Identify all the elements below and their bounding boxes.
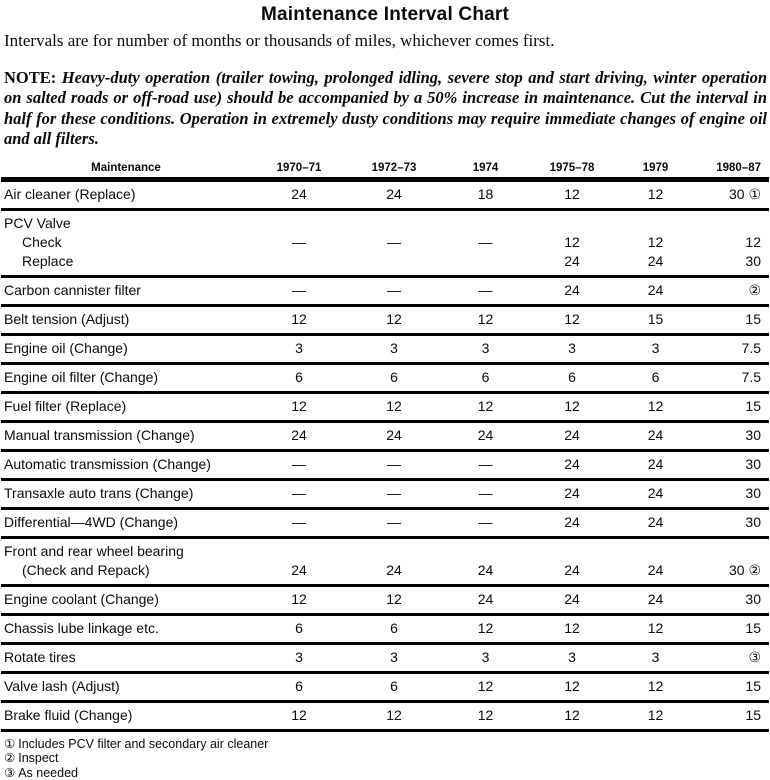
interval-cell: 6 bbox=[390, 619, 398, 636]
interval-cell: 30 bbox=[745, 455, 761, 472]
interval-cell bbox=[347, 252, 441, 271]
interval-cell: 30 ② bbox=[728, 561, 761, 578]
maintenance-row bbox=[1, 307, 769, 336]
row-label: Rotate tires bbox=[4, 648, 76, 665]
column-header-1975-78: 1975–78 bbox=[549, 161, 595, 174]
row-label: Air cleaner (Replace) bbox=[4, 185, 136, 202]
column-header-maintenance: Maintenance bbox=[91, 161, 161, 174]
interval-cell: 12 bbox=[477, 310, 494, 327]
maintenance-row bbox=[1, 703, 769, 732]
row-label: Transaxle auto trans (Change) bbox=[4, 484, 194, 501]
row-line bbox=[1, 339, 769, 358]
row-label: PCV Valve bbox=[4, 214, 71, 231]
interval-cell: 24 bbox=[386, 185, 402, 202]
interval-cell: — bbox=[387, 233, 401, 250]
interval-cell: 24 bbox=[647, 252, 664, 269]
interval-cell: 15 bbox=[745, 706, 761, 723]
interval-cell bbox=[441, 252, 530, 271]
note-text: Heavy-duty operation (trailer towing, prolonged idling, severe stop and start driving, winter operation on salted roads or off-road use) should be accompanied by a 50% increase in maintenance. Cut the interval in half for these conditions. Operation in extremely dusty conditions may require immediate changes of engine oil and all filters. bbox=[4, 68, 768, 149]
interval-cell: 6 bbox=[390, 677, 398, 694]
interval-cell: 24 bbox=[291, 185, 307, 202]
interval-cell: — bbox=[387, 484, 401, 501]
interval-cell: 7.5 bbox=[741, 368, 761, 385]
interval-cell: 3 bbox=[568, 339, 576, 356]
row-line bbox=[1, 214, 769, 233]
row-label: (Check and Repack) bbox=[22, 561, 150, 578]
interval-cell: 12 bbox=[647, 185, 664, 202]
interval-cell: — bbox=[478, 484, 493, 501]
interval-cell: 6 bbox=[295, 677, 303, 694]
row-label: Brake fluid (Change) bbox=[4, 706, 133, 723]
interval-cell: 12 bbox=[386, 397, 402, 414]
maintenance-row bbox=[1, 674, 769, 703]
row-line bbox=[1, 542, 769, 561]
row-label: Differential—4WD (Change) bbox=[4, 513, 179, 530]
row-label: Replace bbox=[22, 252, 74, 269]
interval-cell: 7.5 bbox=[741, 339, 761, 356]
interval-cell: — bbox=[478, 513, 493, 530]
interval-cell: 3 bbox=[568, 648, 576, 665]
row-label: Carbon cannister filter bbox=[4, 281, 141, 298]
maintenance-row bbox=[1, 452, 769, 481]
row-line bbox=[1, 590, 769, 609]
interval-cell: 12 bbox=[477, 619, 494, 636]
interval-cell: 12 bbox=[291, 397, 307, 414]
interval-cell: 12 bbox=[477, 677, 494, 694]
interval-cell bbox=[614, 214, 697, 233]
interval-cell: 12 bbox=[564, 233, 580, 250]
interval-cell bbox=[251, 214, 347, 233]
interval-cell: 30 bbox=[745, 252, 761, 269]
maintenance-row bbox=[1, 539, 769, 587]
row-label: Valve lash (Adjust) bbox=[4, 677, 120, 694]
interval-cell: 24 bbox=[477, 561, 494, 578]
interval-cell: 12 bbox=[564, 677, 580, 694]
interval-cell: 6 bbox=[295, 619, 303, 636]
maintenance-row bbox=[1, 481, 769, 510]
interval-cell: 30 ① bbox=[728, 185, 761, 202]
row-label: Check bbox=[22, 233, 62, 250]
interval-cell: 6 bbox=[568, 368, 576, 385]
maintenance-row bbox=[1, 394, 769, 423]
row-label: Manual transmission (Change) bbox=[4, 426, 195, 443]
interval-cell: 12 bbox=[564, 619, 580, 636]
interval-cell: 12 bbox=[564, 310, 580, 327]
footnote-2-marker: ② bbox=[4, 751, 16, 766]
interval-cell bbox=[530, 214, 614, 233]
interval-cell: 12 bbox=[647, 233, 664, 250]
row-line bbox=[1, 648, 769, 667]
row-line bbox=[1, 310, 769, 329]
maintenance-row bbox=[1, 510, 769, 539]
interval-cell: 24 bbox=[477, 426, 494, 443]
row-line bbox=[1, 706, 769, 725]
footnote-3-text: As needed bbox=[18, 765, 78, 780]
interval-cell: 6 bbox=[390, 368, 398, 385]
maintenance-row bbox=[1, 211, 769, 278]
footnote-3-marker: ③ bbox=[4, 765, 16, 780]
footnote-3 bbox=[4, 766, 769, 780]
row-line bbox=[1, 233, 769, 252]
interval-cell: 30 bbox=[745, 484, 761, 501]
footnote-2 bbox=[4, 751, 769, 766]
row-line bbox=[1, 252, 769, 271]
interval-cell: — bbox=[292, 233, 306, 250]
interval-cell: 24 bbox=[647, 561, 664, 578]
interval-cell: — bbox=[387, 281, 401, 298]
interval-cell bbox=[530, 542, 614, 561]
interval-cell bbox=[251, 252, 347, 271]
column-header-1979: 1979 bbox=[642, 161, 669, 174]
maintenance-row bbox=[1, 365, 769, 394]
interval-cell: 24 bbox=[564, 281, 580, 298]
column-header-1970-71: 1970–71 bbox=[276, 161, 322, 174]
page-title: Maintenance Interval Chart bbox=[260, 4, 510, 25]
interval-cell: 12 bbox=[291, 706, 307, 723]
interval-cell: 12 bbox=[386, 310, 402, 327]
interval-cell: 3 bbox=[481, 339, 490, 356]
interval-cell: 12 bbox=[477, 706, 494, 723]
row-line bbox=[1, 397, 769, 416]
row-label: Engine oil filter (Change) bbox=[4, 368, 159, 385]
interval-cell: 12 bbox=[564, 397, 580, 414]
row-line bbox=[1, 513, 769, 532]
column-header-1980-87: 1980–87 bbox=[716, 161, 761, 174]
footnote-2-text: Inspect bbox=[18, 751, 59, 766]
row-label: Front and rear wheel bearing bbox=[4, 542, 184, 559]
interval-cell bbox=[697, 542, 769, 561]
interval-cell: 24 bbox=[647, 484, 664, 501]
interval-cell: 12 bbox=[386, 706, 402, 723]
footnote-1-text: Includes PCV filter and secondary air cleaner bbox=[18, 736, 269, 751]
note-label: NOTE: bbox=[4, 68, 57, 87]
interval-cell: 24 bbox=[647, 426, 664, 443]
row-line bbox=[1, 677, 769, 696]
row-line bbox=[1, 484, 769, 503]
interval-cell: 3 bbox=[651, 339, 660, 356]
row-label: Chassis lube linkage etc. bbox=[4, 619, 159, 636]
interval-cell: 24 bbox=[647, 281, 664, 298]
row-line bbox=[1, 619, 769, 638]
interval-cell: 24 bbox=[386, 561, 402, 578]
table-header-row bbox=[1, 162, 769, 182]
interval-cell: 24 bbox=[647, 455, 664, 472]
interval-cell: 24 bbox=[291, 426, 307, 443]
interval-cell: 15 bbox=[745, 677, 761, 694]
footnote-1-marker: ① bbox=[4, 736, 16, 751]
interval-cell: 12 bbox=[647, 706, 664, 723]
interval-cell bbox=[441, 542, 530, 561]
interval-cell bbox=[441, 214, 530, 233]
interval-cell: 12 bbox=[386, 590, 402, 607]
interval-cell: 3 bbox=[390, 648, 398, 665]
maintenance-interval-table bbox=[1, 162, 769, 732]
interval-cell bbox=[251, 542, 347, 561]
interval-cell: ② bbox=[748, 281, 761, 298]
maintenance-row bbox=[1, 182, 769, 211]
interval-cell: 24 bbox=[291, 561, 307, 578]
interval-cell: 12 bbox=[647, 397, 664, 414]
row-label: Engine coolant (Change) bbox=[4, 590, 159, 607]
row-label: Belt tension (Adjust) bbox=[4, 310, 130, 327]
interval-cell: 24 bbox=[564, 455, 580, 472]
interval-cell: — bbox=[478, 233, 493, 250]
table-body bbox=[1, 182, 769, 732]
interval-cell: 12 bbox=[291, 590, 307, 607]
interval-cell: — bbox=[478, 281, 493, 298]
row-line bbox=[1, 561, 769, 580]
column-header-1972-73: 1972–73 bbox=[371, 161, 417, 174]
interval-cell: — bbox=[292, 513, 306, 530]
interval-cell: 3 bbox=[295, 339, 303, 356]
interval-cell: 18 bbox=[477, 185, 494, 202]
interval-cell: 6 bbox=[651, 368, 660, 385]
interval-cell: 3 bbox=[390, 339, 398, 356]
interval-cell: 15 bbox=[647, 310, 664, 327]
interval-cell: — bbox=[478, 455, 493, 472]
interval-cell: — bbox=[292, 484, 306, 501]
interval-cell: 24 bbox=[647, 513, 664, 530]
row-line bbox=[1, 455, 769, 474]
interval-cell: 30 bbox=[745, 513, 761, 530]
interval-cell: 30 bbox=[745, 590, 761, 607]
interval-cell: 12 bbox=[745, 233, 761, 250]
interval-cell: 15 bbox=[745, 310, 761, 327]
interval-cell: 24 bbox=[564, 252, 580, 269]
maintenance-row bbox=[1, 645, 769, 674]
row-label: Automatic transmission (Change) bbox=[4, 455, 211, 472]
interval-cell: 3 bbox=[295, 648, 303, 665]
interval-cell: 3 bbox=[481, 648, 490, 665]
interval-cell: 6 bbox=[295, 368, 303, 385]
maintenance-row bbox=[1, 336, 769, 365]
interval-cell: — bbox=[387, 455, 401, 472]
maintenance-row bbox=[1, 616, 769, 645]
interval-cell: 15 bbox=[745, 619, 761, 636]
row-line bbox=[1, 368, 769, 387]
interval-cell: 24 bbox=[477, 590, 494, 607]
maintenance-row bbox=[1, 278, 769, 307]
interval-cell: 24 bbox=[564, 513, 580, 530]
footnotes bbox=[4, 737, 769, 780]
interval-cell bbox=[347, 214, 441, 233]
row-line bbox=[1, 426, 769, 445]
interval-cell: — bbox=[387, 513, 401, 530]
interval-cell: 24 bbox=[564, 561, 580, 578]
maintenance-row bbox=[1, 587, 769, 616]
interval-cell: — bbox=[292, 455, 306, 472]
column-header-1974: 1974 bbox=[472, 161, 499, 174]
interval-cell: 3 bbox=[651, 648, 660, 665]
interval-cell bbox=[347, 542, 441, 561]
interval-cell: 12 bbox=[291, 310, 307, 327]
note-paragraph bbox=[4, 68, 767, 150]
row-line bbox=[1, 281, 769, 300]
interval-cell: 24 bbox=[564, 426, 580, 443]
interval-cell: ③ bbox=[748, 648, 761, 665]
interval-cell: 30 bbox=[745, 426, 761, 443]
interval-cell: 12 bbox=[647, 619, 664, 636]
interval-cell bbox=[697, 214, 769, 233]
interval-cell: 15 bbox=[745, 397, 761, 414]
interval-cell: 24 bbox=[564, 484, 580, 501]
interval-cell: — bbox=[292, 281, 306, 298]
interval-cell bbox=[614, 542, 697, 561]
interval-cell: 12 bbox=[564, 706, 580, 723]
row-line bbox=[1, 185, 769, 204]
maintenance-row bbox=[1, 423, 769, 452]
interval-cell: 24 bbox=[647, 590, 664, 607]
interval-cell: 12 bbox=[647, 677, 664, 694]
row-label: Fuel filter (Replace) bbox=[4, 397, 127, 414]
subtitle-text: Intervals are for number of months or thousands of miles, whichever comes first. bbox=[4, 31, 555, 50]
footnote-1 bbox=[4, 737, 769, 752]
interval-cell: 24 bbox=[386, 426, 402, 443]
interval-cell: 6 bbox=[481, 368, 490, 385]
row-label: Engine oil (Change) bbox=[4, 339, 128, 356]
interval-cell: 24 bbox=[564, 590, 580, 607]
interval-cell: 12 bbox=[564, 185, 580, 202]
interval-cell: 12 bbox=[477, 397, 494, 414]
